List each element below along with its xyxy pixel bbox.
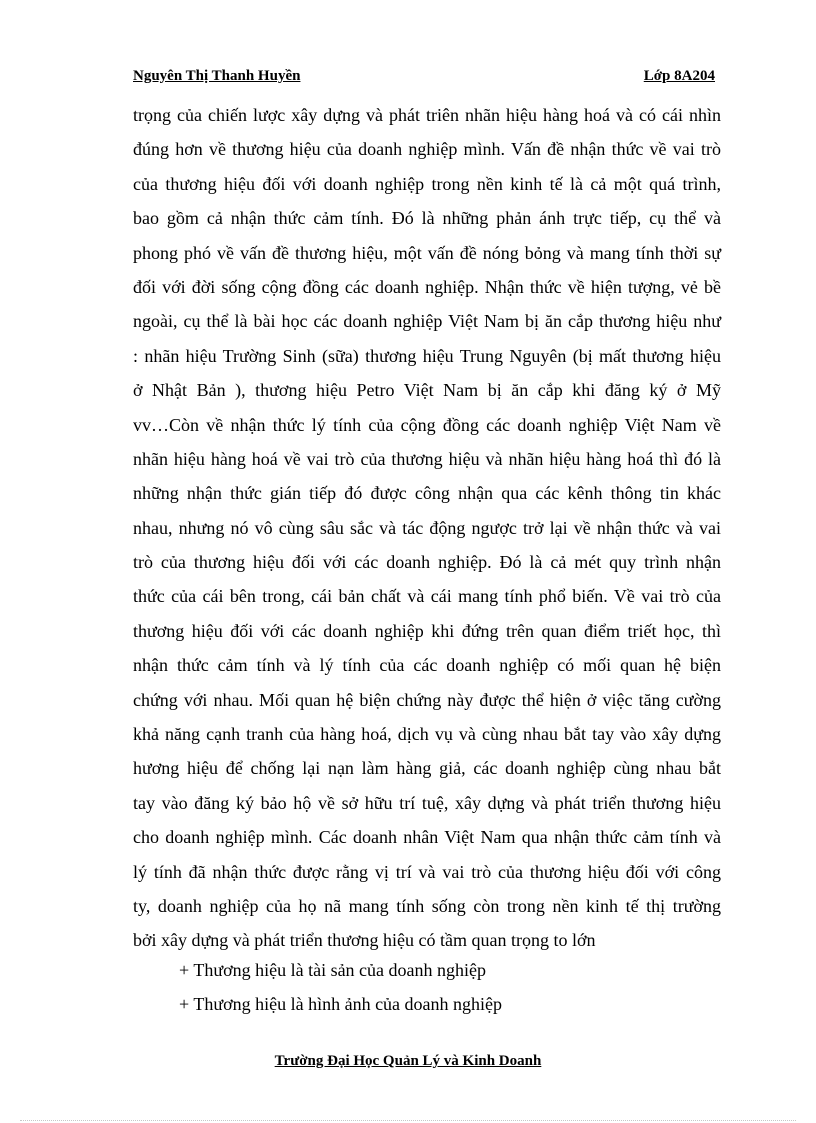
paragraph-line: ngoài, cụ thể là bài học các doanh nghiệp Việt Nam bị ăn cắp thương hiệu như [133, 311, 721, 332]
paragraph-line: khả năng cạnh tranh của hàng hoá, dịch vụ và cùng nhau bắt tay vào xây dựng [133, 724, 721, 745]
paragraph-line: : nhãn hiệu Trường Sinh (sữa) thương hiệu Trung Nguyên (bị mất thương hiệu [133, 345, 721, 366]
paragraph-line: chứng với nhau. Mối quan hệ biện chứng này được thể hiện ở việc tăng cường [133, 689, 721, 710]
paragraph-line: nhãn hiệu hàng hoá về vai trò của thương hiệu và nhãn hiệu hàng hoá thì đó là [133, 448, 721, 469]
header-author: Nguyên Thị Thanh Huyền [133, 68, 301, 84]
paragraph-line: tay vào đăng ký bảo hộ về sở hữu trí tuệ, xây dựng và phát triển thương hiệu [133, 792, 721, 813]
header-class: Lớp 8A204 [643, 68, 715, 84]
bullet-item: + Thương hiệu là hình ảnh của doanh nghiệp [179, 994, 503, 1014]
paragraph-line: ở Nhật Bản ), thương hiệu Petro Việt Nam bị ăn cắp khi đăng ký ở Mỹ [133, 380, 721, 401]
paragraph-line: thức của cái bên trong, cái bản chất và cái mang tính phổ biến. Về vai trò của [133, 586, 721, 607]
paragraph-line: thương hiệu đối với các doanh nghiệp khi đứng trên quan điểm triết học, thì [133, 620, 721, 641]
paragraph-line: đúng hơn về thương hiệu của doanh nghiệp mình. Vấn đề nhận thức về vai trò [133, 139, 721, 160]
paragraph-line: bởi xây dựng và phát triển thương hiệu có tầm quan trọng to lớn [133, 930, 596, 951]
paragraph-line: lý tính đã nhận thức được rằng vị trí và vai trò của thương hiệu đối với công [133, 861, 721, 882]
paragraph-line: đối với đời sống cộng đồng các doanh nghiệp. Nhận thức về hiện tượng, vẻ bề [133, 276, 721, 297]
paragraph-line: cho doanh nghiệp mình. Các doanh nhân Việt Nam qua nhận thức cảm tính và [133, 827, 721, 848]
footer-school-name: Trường Đại Học Quản Lý và Kinh Doanh [274, 1053, 542, 1069]
bullet-list [179, 953, 502, 1021]
paragraph-line: nhận thức cảm tính và lý tính của các doanh nghiệp có mối quan hệ biện [133, 655, 721, 676]
page-header [133, 64, 715, 88]
bullet-item: + Thương hiệu là tài sản của doanh nghiệp [179, 960, 487, 980]
page-bottom-divider [20, 1120, 796, 1121]
paragraph-line: nhau, nhưng nó vô cùng sâu sắc và tác động ngược trở lại về nhận thức và vai [133, 517, 721, 538]
paragraph-line: trọng của chiến lược xây dựng và phát triên nhãn hiệu hàng hoá và có cái nhìn [133, 105, 721, 125]
body-paragraph [133, 98, 721, 958]
paragraph-line: vv…Còn về nhận thức lý tính của cộng đồng các doanh nghiệp Việt Nam về [133, 414, 721, 435]
page-footer [0, 1053, 816, 1070]
paragraph-line: ty, doanh nghiệp của họ nã mang tính sống còn trong nền kinh tế thị trường [133, 895, 721, 916]
paragraph-line: hương hiệu để chống lại nạn làm hàng giả, các doanh nghiệp cùng nhau bắt [133, 758, 721, 779]
paragraph-line: của thương hiệu đối với doanh nghiệp trong nền kinh tế là cả một quá trình, [133, 173, 721, 194]
paragraph-line: những nhận thức gián tiếp đó được công nhận qua các kênh thông tin khác [133, 483, 721, 504]
paragraph-line: phong phó về vấn đề thương hiệu, một vấn đề nóng bỏng và mang tính thời sự [133, 242, 721, 263]
paragraph-line: trò của thương hiệu đối với các doanh nghiệp. Đó là cả mét quy trình nhận [133, 552, 721, 573]
paragraph-line: bao gồm cả nhận thức cảm tính. Đó là những phản ánh trực tiếp, cụ thể và [133, 208, 721, 229]
